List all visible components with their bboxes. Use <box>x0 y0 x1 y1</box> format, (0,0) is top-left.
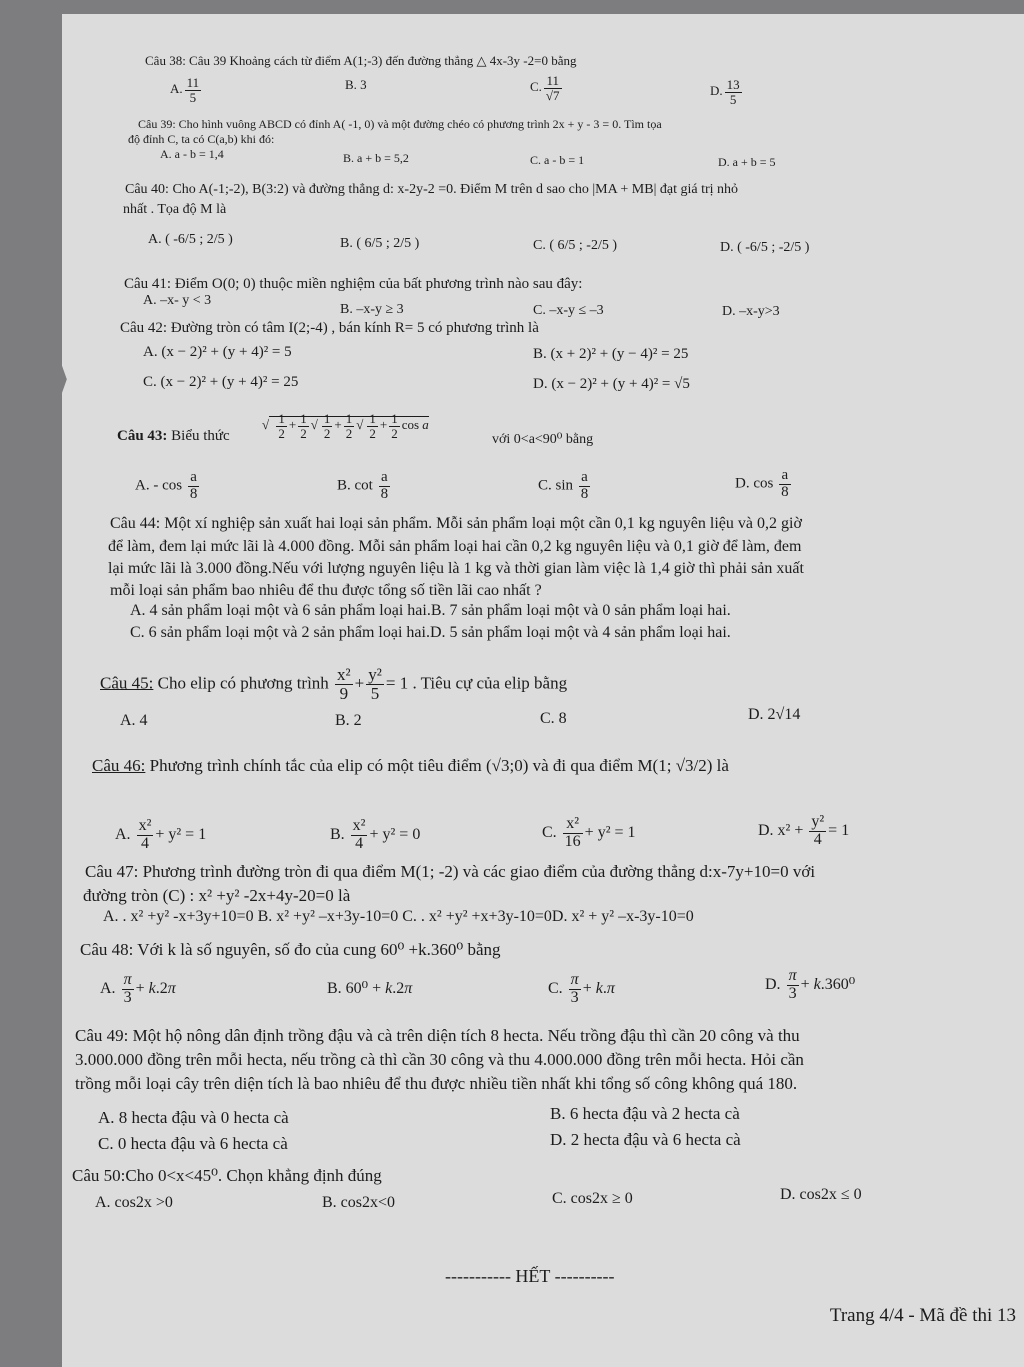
q43-condition: với 0<a<90⁰ bằng <box>492 432 594 447</box>
question-48-stem: Câu 48: Với k là số nguyên, số đo của cung 60⁰ +k.360⁰ bằng <box>80 940 501 959</box>
question-47-line2: đường tròn (C) : x² +y² -2x+4y-20=0 là <box>83 886 351 905</box>
q50-option-b: B. cos2x<0 <box>322 1194 396 1211</box>
q42-option-a: A. (x − 2)² + (y + 4)² = 5 <box>143 344 292 360</box>
q48-option-c: C. $\frac{\pi}{3}$ + k.π <box>548 971 615 1006</box>
q46-option-b: B. $\frac{\text{x²}}{4}$ + y² = 0 <box>330 817 421 852</box>
q41-option-c: C. –x-y ≤ –3 <box>533 303 604 318</box>
q39-option-d: D. a + b = 5 <box>718 155 776 169</box>
question-44-line3: lại mức lãi là 3.000 đồng.Nếu với lượng nguyên liệu là 1 kg và thời gian làm việc là 1,4 giờ thì phải sản xuất <box>108 560 804 577</box>
q49-option-b: B. 6 hecta đậu và 2 hecta cà <box>550 1104 740 1123</box>
q49-option-d: D. 2 hecta đậu và 6 hecta cà <box>550 1130 741 1149</box>
q45-option-c: C. 8 <box>540 710 567 727</box>
q43-option-c: C. sin $\frac{a}{8}$ <box>538 469 589 502</box>
question-44-line2: để làm, đem lại mức lãi là 4.000 đồng. Mỗi sản phẩm loại hai cần 0,2 kg nguyên liệu và 0,1 giờ để làm, đem <box>108 538 802 555</box>
q40-option-b: B. ( 6/5 ; 2/5 ) <box>340 236 420 251</box>
page-footer: Trang 4/4 - Mã đề thi 13 <box>829 1305 1016 1326</box>
question-44-line4: mỗi loại sản phẩm bao nhiêu để thu được tổng số tiền lãi cao nhất ? <box>110 582 542 599</box>
q41-option-b: B. –x-y ≥ 3 <box>340 302 404 317</box>
q46-option-a: A. $\frac{\text{x²}}{4}$ + y² = 1 <box>115 817 207 852</box>
q39-option-a: A. a - b = 1,4 <box>160 147 224 161</box>
q43-option-b: B. cot $\frac{a}{8}$ <box>337 469 389 502</box>
q43-option-d: D. cos $\frac{a}{8}$ <box>735 467 789 500</box>
q43-option-a: A. - cos $\frac{a}{8}$ <box>135 469 198 502</box>
q39-option-b: B. a + b = 5,2 <box>343 151 409 165</box>
q50-option-c: C. cos2x ≥ 0 <box>552 1190 633 1207</box>
question-45-stem: Câu 45: Cho elip có phương trình $\frac{\text{x²}}{9}$ + $\frac{\text{y²}}{5}$ = 1 . Tiêu cự của elip bằng <box>100 665 568 703</box>
question-39-stem: Câu 39: Cho hình vuông ABCD có đỉnh A( -1, 0) và một đường chéo có phương trình 2x + y - 3 = 0. Tìm tọa <box>138 117 662 131</box>
q40-option-d: D. ( -6/5 ; -2/5 ) <box>720 240 810 255</box>
question-40-stem-line2: nhất . Tọa độ M là <box>123 202 227 217</box>
q42-option-d: D. (x − 2)² + (y + 4)² = √5 <box>533 376 690 392</box>
q42-option-b: B. (x + 2)² + (y − 4)² = 25 <box>533 346 689 362</box>
question-49-line1: Câu 49: Một hộ nông dân định trồng đậu và cà trên diện tích 8 hecta. Nếu trồng đậu thì cần 20 công và thu <box>75 1026 800 1045</box>
question-43-stem: Câu 43: Biểu thức <box>117 428 230 444</box>
q42-option-c: C. (x − 2)² + (y + 4)² = 25 <box>143 374 299 390</box>
q45-option-d: D. 2√14 <box>748 706 801 723</box>
q40-option-a: A. ( -6/5 ; 2/5 ) <box>148 232 233 247</box>
question-44-line1: Câu 44: Một xí nghiệp sản xuất hai loại sản phẩm. Mỗi sản phẩm loại một cần 0,1 kg nguyên liệu và 0,2 giờ <box>110 515 802 532</box>
q47-options: A. . x² +y² -x+3y+10=0 B. x² +y² –x+3y-10=0 C. . x² +y² +x+3y-10=0D. x² + y² –x-3y-10=0 <box>103 908 694 925</box>
q38-option-d: D. $\frac{13}{5}$ <box>710 77 740 107</box>
q43-expression: √ $\frac{1}{2}$ + $\frac{1}{2}$ √ $\frac{1}{2}$ + $\frac{1}{2}$ √ $\frac{1}{2}$ + $\frac{1}{2}$ cos a <box>262 411 429 441</box>
question-47-line1: Câu 47: Phương trình đường tròn đi qua điểm M(1; -2) và các giao điểm của đường thẳng d:x-7y+10=0 với <box>85 862 816 881</box>
q41-option-a: A. –x- y < 3 <box>143 293 212 308</box>
q50-option-d: D. cos2x ≤ 0 <box>780 1186 862 1203</box>
question-41-stem: Câu 41: Điểm O(0; 0) thuộc miền nghiệm của bất phương trình nào sau đây: <box>124 276 583 292</box>
question-46-stem: Câu 46: Phương trình chính tắc của elip có một tiêu điểm (√3;0) và đi qua điểm M(1; √3/2) là <box>92 756 729 775</box>
q41-option-d: D. –x-y>3 <box>722 304 780 319</box>
question-42-stem: Câu 42: Đường tròn có tâm I(2;-4) , bán kính R= 5 có phương trình là <box>120 320 539 336</box>
q44-options-ab: A. 4 sản phẩm loại một và 6 sản phẩm loại hai.B. 7 sản phẩm loại một và 0 sản phẩm loại hai. <box>130 602 731 619</box>
question-39-stem-line2: độ đỉnh C, ta có C(a,b) khi đó: <box>128 132 275 146</box>
q50-option-a: A. cos2x >0 <box>95 1194 173 1211</box>
q38-option-b: B. 3 <box>345 77 367 92</box>
q49-option-c: C. 0 hecta đậu và 6 hecta cà <box>98 1134 288 1153</box>
q39-option-c: C. a - b = 1 <box>530 153 585 167</box>
q44-options-cd: C. 6 sản phẩm loại một và 2 sản phẩm loại hai.D. 5 sản phẩm loại một và 4 sản phẩm loại hai. <box>130 624 731 641</box>
q45-option-a: A. 4 <box>120 712 148 729</box>
q46-option-c: C. $\frac{\text{x²}}{16}$ + y² = 1 <box>542 815 636 850</box>
end-marker: ----------- HẾT ---------- <box>445 1266 615 1286</box>
q48-option-d: D. $\frac{\pi}{3}$ + k.360⁰ <box>765 967 856 1002</box>
question-40-stem: Câu 40: Cho A(-1;-2), B(3:2) và đường thẳng d: x-2y-2 =0. Điểm M trên d sao cho |MA + MB| đạt giá trị nhỏ <box>125 182 739 197</box>
q38-option-c: C. $\frac{11}{√7}$ <box>530 73 560 103</box>
question-50-stem: Câu 50:Cho 0<x<45⁰. Chọn khẳng định đúng <box>72 1166 382 1185</box>
q46-option-d: D. x² + $\frac{\text{y²}}{4}$ = 1 <box>758 813 850 848</box>
q49-option-a: A. 8 hecta đậu và 0 hecta cà <box>98 1108 289 1127</box>
question-49-line2: 3.000.000 đồng trên mỗi hecta, nếu trồng cà thì cần 30 công và thu 4.000.000 đồng trên mỗi hecta. Hỏi cần <box>75 1050 804 1069</box>
q48-option-b: B. 60⁰ + k.2π <box>327 980 413 997</box>
q38-option-a: A. $\frac{11}{5}$ <box>170 75 200 105</box>
q48-option-a: A. $\frac{\pi}{3}$ + k.2π <box>100 971 176 1006</box>
q40-option-c: C. ( 6/5 ; -2/5 ) <box>533 238 617 253</box>
q45-option-b: B. 2 <box>335 712 362 729</box>
question-49-line3: trồng mỗi loại cây trên diện tích là bao nhiêu để thu được nhiều tiền nhất khi tổng số công không quá 180. <box>75 1074 798 1093</box>
question-38-stem: Câu 38: Câu 39 Khoảng cách từ điểm A(1;-3) đến đường thẳng △ 4x-3y -2=0 bằng <box>145 53 577 68</box>
